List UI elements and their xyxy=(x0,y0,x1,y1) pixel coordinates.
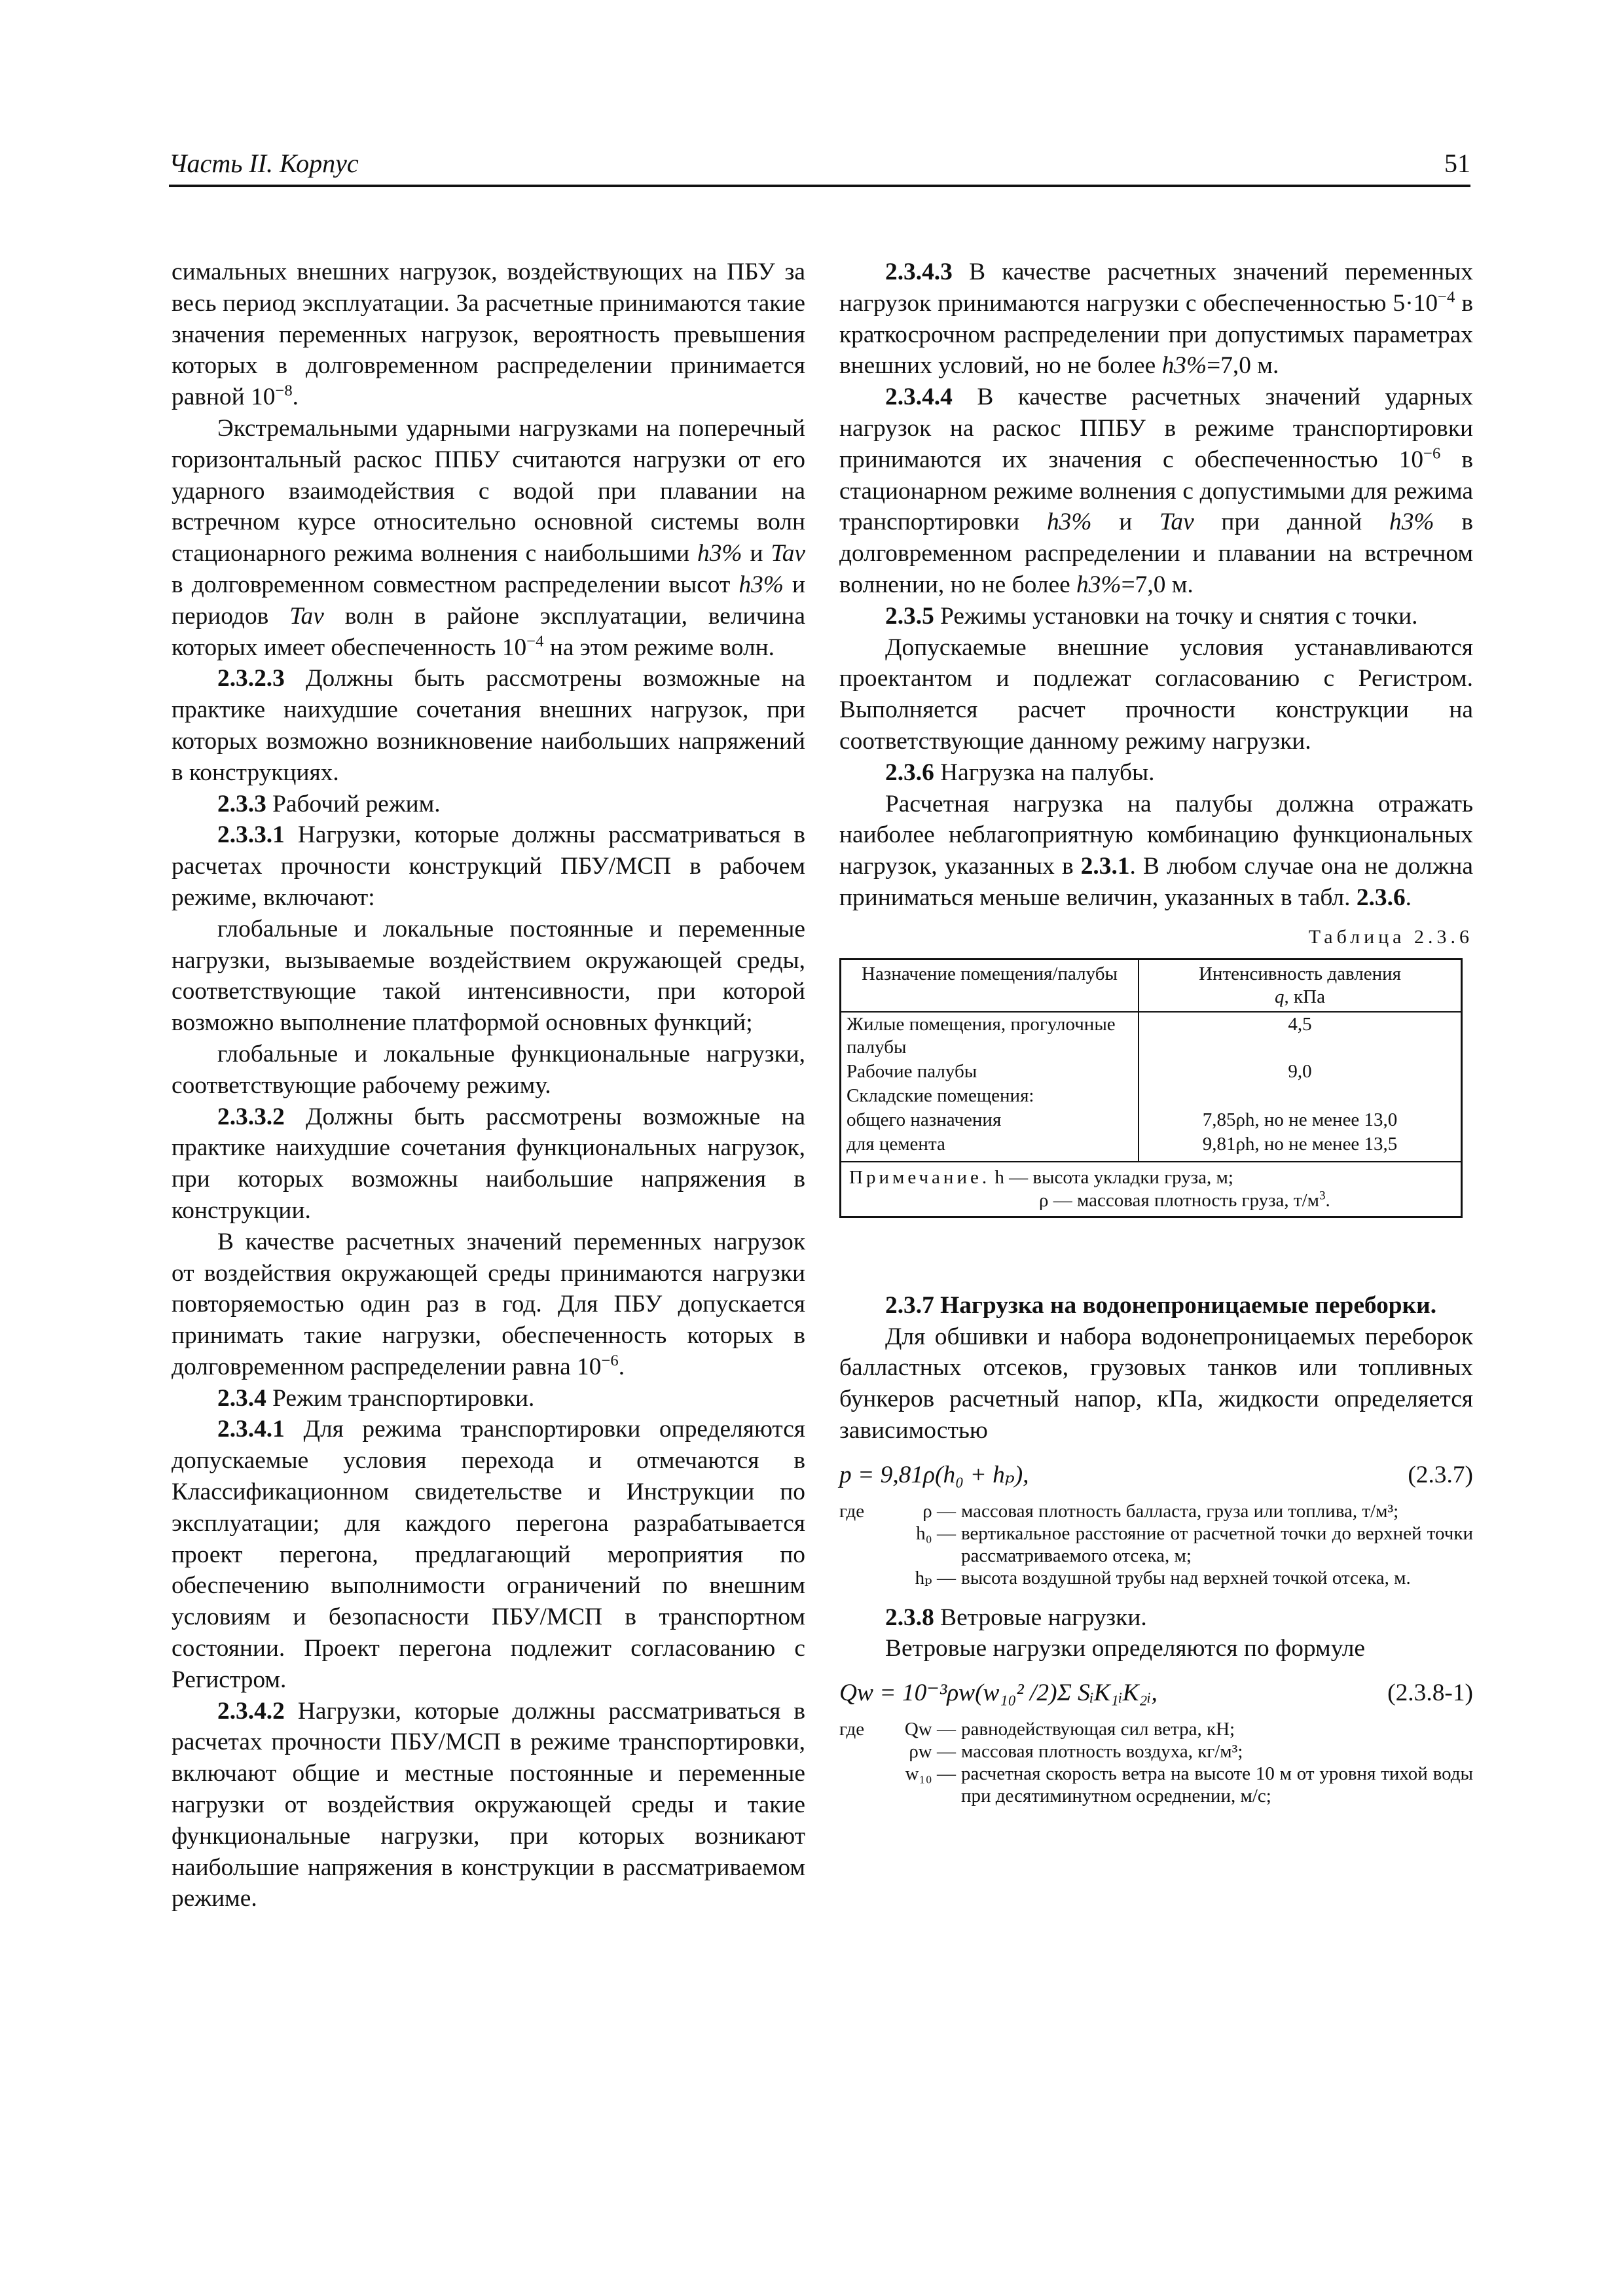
table-cell: Рабочие палубы xyxy=(841,1060,1139,1084)
page-number: 51 xyxy=(1444,149,1470,178)
left-column xyxy=(172,257,805,1914)
paragraph: 2.3.4.1 Для режима транспортировки определяются допускаемые условия перехода и отмечаются в Классификационном свидетельстве и Инструкции по эксплуатации; для каждого перегона разрабатывается проект перегона, предлагающий мероприятия по обеспечению выполнимости ограничений по внешним условиям и безопасности ПБУ/МСП в транспортном состоянии. Проект перегона подлежит согласованию с Регистром. xyxy=(172,1416,805,1693)
section-heading: 2.3.4 Режим транспортировки. xyxy=(217,1384,535,1412)
table-note: Примечание. h — высота укладки груза, м; ρ — массовая плотность груза, $т/м^3$. xyxy=(841,1162,1462,1217)
section-heading: 2.3.3 Рабочий режим. xyxy=(217,790,441,817)
paragraph: симальных внешних нагрузок, воздействующих на ПБУ за весь период эксплуатации. За расчетные принимаются такие значения переменных нагрузок, вероятность превышения которых в долговременном распределении принимается равной $10^{-8}$. xyxy=(172,259,805,411)
table-cell xyxy=(1139,1084,1461,1108)
table-cell: Жилые помещения, прогулочные палубы xyxy=(841,1012,1139,1060)
table-cell: общего назначения xyxy=(841,1108,1139,1132)
section-heading: 2.3.8 Ветровые нагрузки. xyxy=(885,1604,1147,1631)
paragraph: 2.3.2.3 Должны быть рассмотрены возможные на практике наихудшие сочетания внешних нагрузок, при которых возможно возникновение наибольших напряжений в конструкциях. xyxy=(172,665,805,786)
running-header xyxy=(169,145,1470,187)
paragraph: Допускаемые внешние условия устанавливаются проектантом и подлежат согласованию с Регистром. Выполняется расчет прочности конструкции на соответствующие данному режиму нагрузки. xyxy=(839,634,1473,755)
table-note-row xyxy=(841,1162,1462,1217)
paragraph: 2.3.4.2 Нагрузки, которые должны рассматриваться в расчетах прочности ПБУ/МСП в режиме транспортировки, включают общие и местные постоянные и переменные нагрузки от воздействия окружающей среды и такие функциональные нагрузки, при которых возникают наибольшие напряжения в конструкции в рассматриваемом режиме. xyxy=(172,1697,805,1912)
paragraph: 2.3.3.1 Нагрузки, которые должны рассматриваться в расчетах прочности конструкций ПБУ/МСП в рабочем режиме, включают: xyxy=(172,821,805,911)
table-cell: 9,0 xyxy=(1139,1060,1461,1084)
paragraph: В качестве расчетных значений переменных нагрузок от воздействия окружающей среды принимаются нагрузки повторяемостью один раз в год. Для ПБУ допускается принимать такие нагрузки, обеспеченность которых в долговременном распределении равна $10^{-6}$. xyxy=(172,1228,805,1380)
header-title: Часть II. Корпус xyxy=(169,149,359,178)
table-caption: Таблица 2.3.6 xyxy=(1308,925,1473,948)
formula-number: (2.3.8-1) xyxy=(1387,1679,1473,1707)
formula-2-3-8-1 xyxy=(839,1677,1473,1709)
right-column xyxy=(839,257,1473,1820)
formula-expression: p = 9,81ρ(h₀ + hₚ), xyxy=(839,1461,1029,1488)
table-header-cell: Назначение помещения/палубы xyxy=(841,959,1139,1012)
table-cell: 9,81ρh, но не менее 13,5 xyxy=(1139,1132,1461,1162)
paragraph: Экстремальными ударными нагрузками на поперечный горизонтальный раскос ППБУ считаются нагрузки от его ударного взаимодействия с водой при плавании на встречном курсе относительно основной системы волн стационарного режима волнения с наибольшими h3% и Tav в долговременном совместном распределении высот h3% и периодов Tav волн в районе эксплуатации, величина которых имеет обеспеченность $10^{-4}$ на этом режиме волн. xyxy=(172,414,806,661)
paragraph: 2.3.3.2 Должны быть рассмотрены возможные на практике наихудшие сочетания функциональных нагрузок, при которых возможны наибольшие напряжения в конструкции. xyxy=(172,1103,805,1224)
section-heading: 2.3.5 Режимы установки на точку и снятия с точки. xyxy=(885,602,1418,630)
formula-legend: где Qw — равнодействующая сил ветра, кН; ρw — массовая плотность воздуха, кг/м³; w₁₀ — расчетная скорость ветра на высоте 10 м от уровня тихой воды при десятиминутном осреднении, м/с; xyxy=(839,1718,1473,1806)
paragraph: 2.3.4.4 В качестве расчетных значений ударных нагрузок на раскос ППБУ в режиме транспортировки принимаются их значения с обеспеченностью $10^{-6}$ в стационарном режиме волнения с допустимыми для режима транспортировки h3% и Tav при данной h3% в долговременном распределении и плавании на встречном волнении, но не более h3%=7,0 м. xyxy=(839,384,1473,598)
table-row xyxy=(841,1132,1462,1162)
table-row xyxy=(841,1108,1462,1132)
formula-expression: Qw = 10⁻³ρw(w₁₀² /2)Σ SᵢK₁ᵢK₂ᵢ, xyxy=(839,1679,1158,1707)
formula-2-3-7 xyxy=(839,1460,1473,1491)
paragraph: Ветровые нагрузки определяются по формуле xyxy=(885,1635,1366,1662)
table-cell: Складские помещения: xyxy=(841,1084,1139,1108)
table-header-cell: Интенсивность давления q, кПа xyxy=(1139,959,1461,1012)
table-row xyxy=(841,1084,1462,1108)
formula-legend: где ρ — массовая плотность балласта, груза или топлива, т/м³; h₀ — вертикальное расстояние от расчетной точки до верхней точки рассматриваемого отсека, м; hₚ — высота воздушной трубы над верхней точкой отсека, м. xyxy=(839,1500,1473,1588)
section-heading: 2.3.6 Нагрузка на палубы. xyxy=(885,759,1155,786)
paragraph: глобальные и локальные постоянные и переменные нагрузки, вызываемые воздействием окружающей среды, соответствующие такой интенсивности, при которой возможно выполнение платформой основных функций; xyxy=(172,915,805,1037)
deck-load-table xyxy=(839,958,1463,1218)
table-cell: для цемента xyxy=(841,1132,1139,1162)
table-cell: 4,5 xyxy=(1139,1012,1461,1060)
paragraph: Для обшивки и набора водонепроницаемых переборок балластных отсеков, грузовых танков или топливных бункеров расчетный напор, кПа, жидкости определяется зависимостью xyxy=(839,1323,1473,1444)
paragraph: 2.3.4.3 В качестве расчетных значений переменных нагрузок принимаются нагрузки с обеспеченностью $5\cdot 10^{-4}$ в краткосрочном распределении при допустимых параметрах внешних условий, но не более h3%=7,0 м. xyxy=(839,259,1473,380)
table-row xyxy=(841,1012,1462,1060)
table-cell: 7,85ρh, но не менее 13,0 xyxy=(1139,1108,1461,1132)
paragraph: глобальные и локальные функциональные нагрузки, соответствующие рабочему режиму. xyxy=(172,1040,805,1099)
section-heading: 2.3.7 Нагрузка на водонепроницаемые переборки. xyxy=(885,1291,1437,1319)
formula-number: (2.3.7) xyxy=(1408,1461,1473,1488)
table-row xyxy=(841,1060,1462,1084)
section-number: 2.3.2.3 xyxy=(217,665,285,692)
table-header-row xyxy=(841,959,1462,1012)
paragraph: Расчетная нагрузка на палубы должна отражать наиболее неблагоприятную комбинацию функциональных нагрузок, указанных в 2.3.1. В любом случае она не должна приниматься меньше величин, указанных в табл. 2.3.6. xyxy=(839,790,1474,911)
